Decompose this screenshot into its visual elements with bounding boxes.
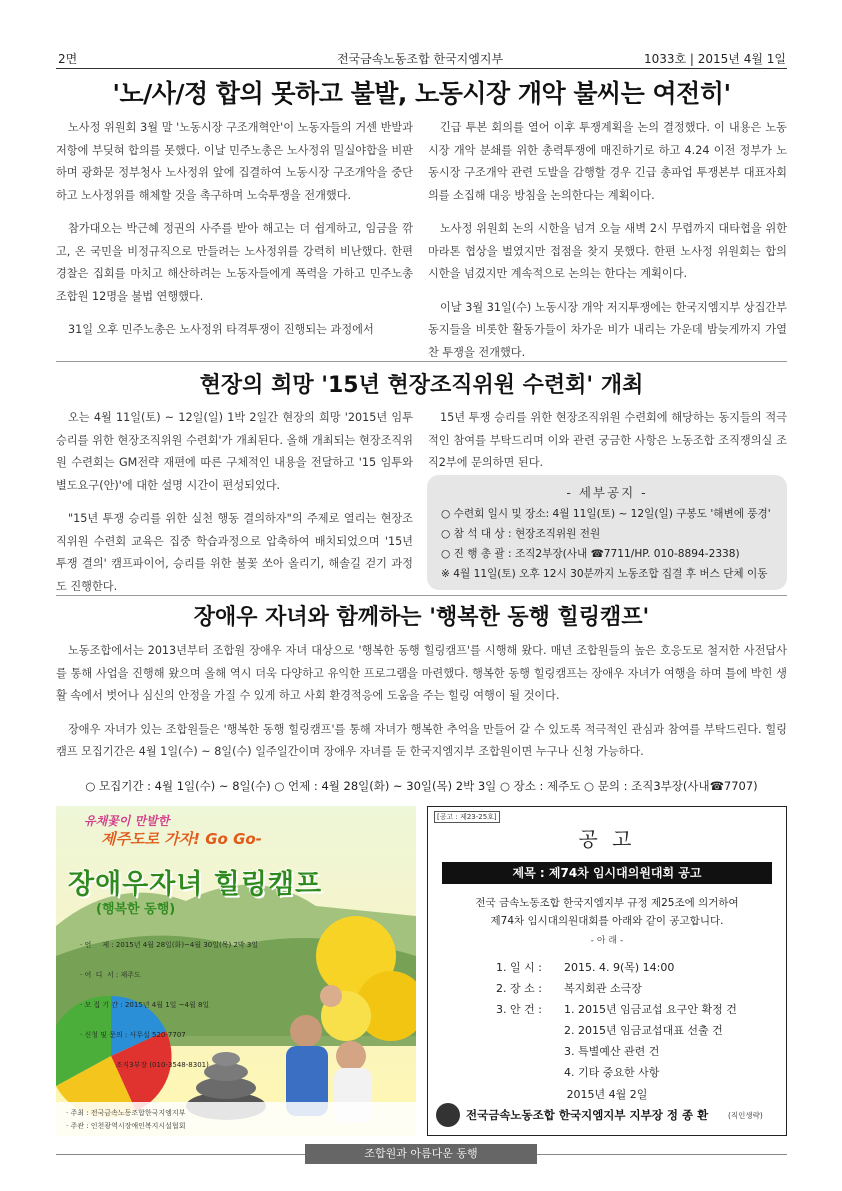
section-divider — [56, 595, 787, 596]
notice-ref: [공고 : 제23-25호] — [434, 811, 500, 823]
notice-item-value: 복지회관 소극장 — [564, 982, 642, 995]
notice-below-marker: - 아 래 - — [590, 936, 624, 946]
article1-paragraph: 참가대오는 박근혜 정권의 사주를 받아 해고는 더 쉽게하고, 임금을 깎고, 온 국민을 비정규직으로 만들려는 노사정위를 강력히 비난했다. 한편 경찰은 집회를 마치고 해산하려는 노동자들에게 폭력을 가하고 민주노총 조합원 12명을 불법 연행했다. — [56, 222, 413, 303]
poster-detail-line: · 모 집 기 간 : 2015년 4월 1일 ~4월 8일 — [80, 1001, 210, 1009]
notice-agenda-item: 4. 기타 중요한 사항 — [564, 1066, 660, 1079]
poster-title: 장애우자녀 힐링캠프 — [68, 869, 323, 900]
notice-item-value: 1. 2015년 임금교섭 요구안 확정 건 — [564, 1003, 737, 1016]
poster-detail-line: 조직3부장 (010-3548-8301) — [80, 1061, 209, 1069]
poster-subtitle: (행복한 동행) — [96, 902, 176, 917]
article1-right-column — [428, 117, 787, 364]
footer-slogan: 조합원과 아름다운 동행 — [305, 1144, 537, 1164]
page-number: 2면 — [58, 52, 78, 66]
notice-line: ○ 진 행 총 괄 : 조직2부장(사내 ☎7711/HP. 010-8894-2338) — [441, 548, 740, 560]
poster-tagline: 유채꽃이 만발한 — [84, 814, 170, 828]
article1-paragraph: 노사정 위원회 3월 말 '노동시장 구조개혁안'이 노동자들의 거센 반발과 저항에 부딪혀 합의를 못했다. 이날 민주노총은 노사정위 밀실야합을 비판하며 광화문 정부청사 노사정위 앞에 집결하여 노동시장 구조개악을 중단하고 노사정위를 해체할 것을 촉구하며 노숙투쟁을 전개했다. — [56, 121, 413, 202]
notice-heading: 공 고 — [578, 827, 636, 851]
article2-paragraph: 15년 투쟁 승리를 위한 현장조직위원 수련회에 해당하는 동지들의 적극적인 참여를 부탁드리며 이와 관련 궁금한 사항은 노동조합 조직쟁의실 조직2부에 문의하면 된다. — [428, 411, 787, 469]
notice-date: 2015년 4월 2일 — [566, 1088, 648, 1101]
camp-info-line: ○ 모집기간 : 4월 1일(수) ~ 8일(수) ○ 언제 : 4월 28일(화) ~ 30일(목) 2박 3일 ○ 장소 : 제주도 ○ 문의 : 조직3부장(사내☎7707) — [85, 779, 758, 793]
poster-detail-line: · 언 제 : 2015년 4월 28일(화)~4월 30일(목) 2박 3일 — [80, 941, 259, 949]
notice-item-value: 2015. 4. 9(목) 14:00 — [564, 961, 675, 974]
article3-paragraph: 노동조합에서는 2013년부터 조합원 장애우 자녀 대상으로 '행복한 동행 힐링캠프'를 시행해 왔다. 매년 조합원들의 높은 호응도로 철저한 사전답사를 통해 사업을 진행해 왔으며 올해 역시 더욱 다양하고 유익한 프로그램을 마련했다. 행복한 동행 힐링캠프는 장애우 자녀가 여행을 하며 틀에 박힌 생활 속에서 벗어나 심신의 안정을 가질 수 있게 하고 사회 환경적응에 도움을 주는 힐링 여행이 될 것이다. — [56, 644, 787, 702]
poster-tagline: 제주도로 가자! Go Go- — [101, 830, 262, 848]
official-notice — [427, 806, 787, 1136]
article1-left-column — [56, 117, 413, 342]
article2-left-column — [56, 407, 413, 598]
notice-title: - 세부공지 - — [566, 485, 648, 500]
notice-agenda-item: 3. 특별예산 관련 건 — [564, 1045, 660, 1058]
notice-signer: 전국금속노동조합 한국지엠지부 지부장 정 종 환 — [466, 1108, 709, 1122]
notice-line: ○ 참 석 대 상 : 현장조직위원 전원 — [441, 528, 601, 540]
detail-notice-box — [427, 475, 787, 590]
article3-body — [56, 640, 787, 764]
healing-camp-poster — [56, 806, 416, 1136]
article2-paragraph: "15년 투쟁 승리를 위한 실천 행동 결의하자"의 주제로 열리는 현장조직위원 수련회 교육은 집중 학습과정으로 압축하여 배치되었으며 '15년 투쟁 결의' 캠프파이어, 승리를 위한 불꽃 쏘아 올리기, 해솔길 걷기 과정도 진행한다. — [56, 512, 413, 593]
section-divider — [56, 361, 787, 362]
article1-paragraph: 긴급 투본 회의를 열어 이후 투쟁계획을 논의 결정했다. 이 내용은 노동시장 개악 분쇄를 위한 총력투쟁에 매진하기로 하고 4.24 이전 정부가 노동시장 구조개악 관련 도발을 감행할 경우 긴급 총파업 투쟁본부 대표자회의를 소집해 대응 방침을 논의한다는 계획이다. — [428, 121, 787, 202]
notice-intro: 제74차 임시대의원대회를 아래와 같이 공고합니다. — [490, 915, 724, 927]
notice-seal-omitted: (직인생략) — [728, 1111, 763, 1120]
article1-paragraph: 노사정 위원회 논의 시한을 넘겨 오늘 새벽 2시 무렵까지 대타협을 위한 마라톤 협상을 벌였지만 접점을 찾지 못했다. 한편 노사정 위원회는 합의시한을 넘겼지만 계속적으로 논의는 한다는 계획이다. — [428, 222, 787, 280]
article3-headline: 장애우 자녀와 함께하는 '행복한 동행 힐링캠프' — [193, 605, 650, 630]
article1-headline: '노/사/정 합의 못하고 불발, 노동시장 개악 불씨는 여전히' — [112, 79, 731, 108]
article2-right-column — [428, 407, 787, 475]
union-logo-icon — [436, 1103, 460, 1127]
poster-organizer: · 주관 : 인천광역시장애인복지시설협회 — [66, 1122, 186, 1130]
poster-details — [80, 920, 320, 1090]
notice-item-key: 1. 일 시 : — [496, 961, 542, 974]
article2-paragraph: 오는 4월 11일(토) ~ 12일(일) 1박 2일간 현장의 희망 '2015년 임투 승리를 위한 현장조직위원 수련회'가 개최된다. 올해 개최되는 현장조직위원 수련회는 GM전략 재편에 따른 구체적인 내용을 전달하고 '15 임투와 별도요구(안)'에 대한 설명 시간이 편성되었다. — [56, 411, 413, 492]
poster-detail-line: · 어 디 서 : 제주도 — [80, 971, 141, 979]
issue-info: 1033호 | 2015년 4월 1일 — [643, 52, 786, 66]
article1-paragraph: 31일 오후 민주노총은 노사정위 타격투쟁이 진행되는 과정에서 — [68, 323, 374, 336]
article1-paragraph: 이날 3월 31일(수) 노동시장 개악 저지투쟁에는 한국지엠지부 상집간부 동지들을 비롯한 활동가들이 차가운 비가 내리는 가운데 밤늦게까지 가열찬 투쟁을 전개했다. — [428, 300, 787, 359]
publisher-name: 전국금속노동조합 한국지엠지부 — [336, 52, 504, 66]
notice-intro: 전국 금속노동조합 한국지엠지부 규정 제25조에 의거하여 — [475, 897, 739, 909]
article3-paragraph: 장애우 자녀가 있는 조합원들은 '행복한 동행 힐링캠프'를 통해 자녀가 행복한 추억을 만들어 갈 수 있도록 적극적인 관심과 참여를 부탁드린다. 힐링캠프 모집기간은 4월 1일(수) ~ 8일(수) 일주일간이며 장애우 자녀를 둔 한국지엠지부 조합원이면 누구나 신청 가능하다. — [56, 722, 787, 758]
notice-line: ※ 4월 11일(토) 오후 12시 30분까지 노동조합 집결 후 버스 단체 이동 — [441, 568, 768, 580]
article2-headline: 현장의 희망 '15년 현장조직위원 수련회' 개최 — [199, 373, 644, 398]
notice-item-key: 3. 안 건 : — [496, 1003, 542, 1016]
header-rule — [56, 68, 787, 69]
notice-line: ○ 수련회 일시 및 장소: 4월 11일(토) ~ 12일(일) 구봉도 '해변에 풍경' — [441, 508, 771, 520]
poster-host: · 주최 : 전국금속노동조합한국지엠지부 — [66, 1109, 186, 1117]
notice-agenda-item: 2. 2015년 임금교섭대표 선출 건 — [564, 1024, 723, 1037]
notice-subject: 제목 : 제74차 임시대의원대회 공고 — [442, 862, 772, 884]
notice-item-key: 2. 장 소 : — [496, 982, 542, 995]
poster-detail-line: · 신청 및 문의 : 사무실 520-7707 — [80, 1031, 186, 1039]
